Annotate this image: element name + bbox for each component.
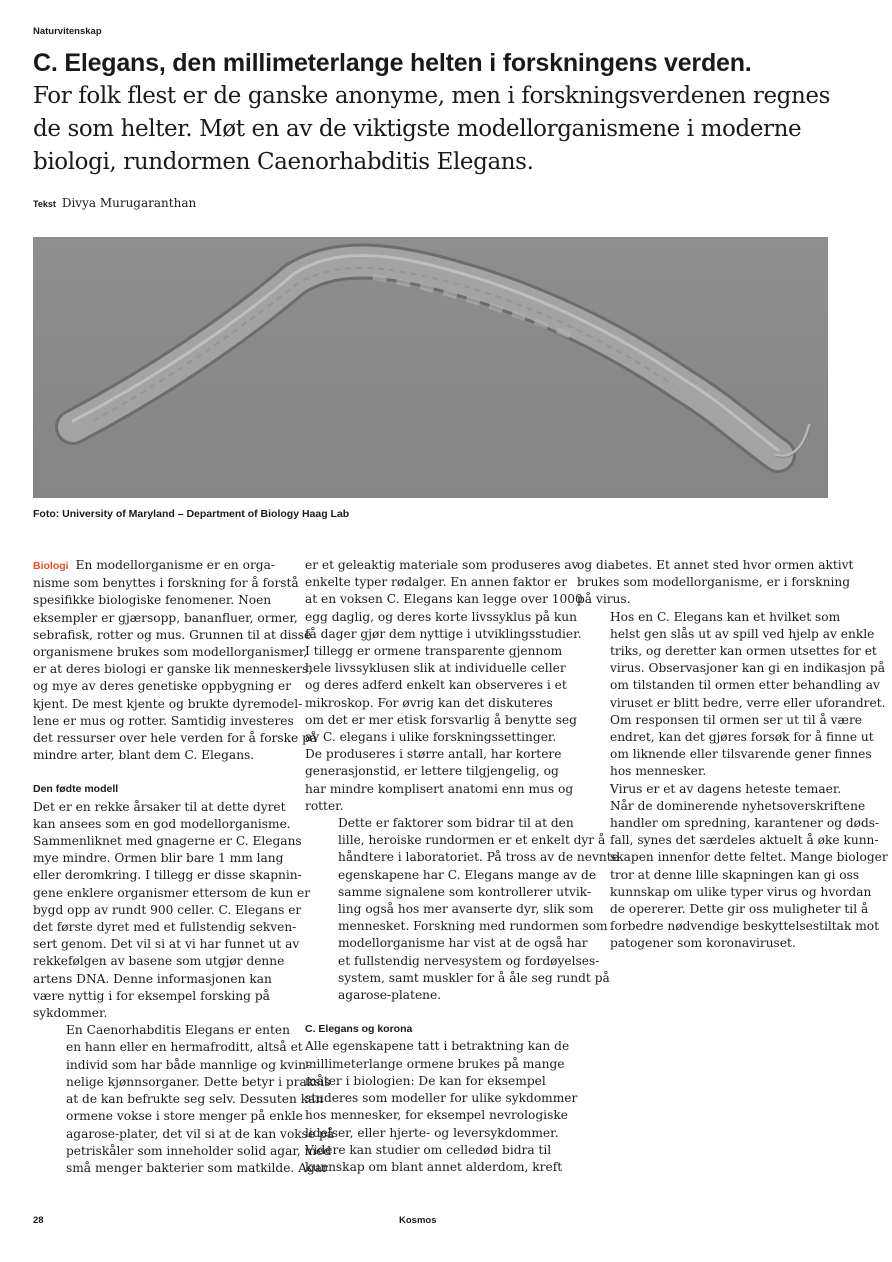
text-line: virus. Observasjoner kan gi en indikasjon på bbox=[610, 661, 885, 676]
text-line: et fullstendig nervesystem og fordøyelses- bbox=[338, 953, 600, 968]
paragraph bbox=[305, 1038, 578, 1176]
text-line: mye mindre. Ormen blir bare 1 mm lang bbox=[33, 851, 284, 866]
deck: For folk flest er de ganske anonyme, men i forskningsverdenen regnes de som helter. Møt en av de viktigste modellorganismene i moderne biologi, rundormen Caenorhabditis Elegans. bbox=[33, 83, 831, 175]
paragraph bbox=[577, 557, 854, 609]
worm-photo bbox=[33, 237, 828, 498]
page-number: 28 bbox=[33, 1215, 44, 1226]
text-line: handler om spredning, karantener og døds- bbox=[610, 816, 880, 831]
text-line: I tillegg er ormene transparente gjennom bbox=[305, 644, 563, 659]
text-line: helst gen slås ut av spill ved hjelp av enkle bbox=[610, 626, 875, 641]
text-line: Dette er faktorer som bidrar til at den bbox=[338, 816, 574, 831]
text-line: Om responsen til ormen ser ut til å være bbox=[610, 712, 862, 727]
text-line: ling også hos mer avanserte dyr, slik som bbox=[338, 902, 594, 917]
text-line: nisme som benyttes i forskning for å forstå bbox=[33, 576, 299, 591]
text-line: millimeterlange ormene brukes på mange bbox=[305, 1056, 565, 1071]
text-line: på virus. bbox=[577, 592, 631, 607]
text-line: være nyttig i for eksempel forsking på bbox=[33, 988, 270, 1003]
text-line: petriskåler som inneholder solid agar, med bbox=[66, 1143, 332, 1158]
section-label: Naturvitenskap bbox=[33, 26, 102, 37]
text-line: enkelte typer rødalger. En annen faktor er bbox=[305, 575, 568, 590]
text-line: Hos en C. Elegans kan et hvilket som bbox=[610, 609, 841, 624]
text-line: Alle egenskapene tatt i betraktning kan de bbox=[305, 1039, 570, 1054]
text-line: mindre arter, blant dem C. Elegans. bbox=[33, 748, 255, 763]
text-line: Videre kan studier om celledød bidra til bbox=[305, 1142, 552, 1157]
byline-label: Tekst bbox=[33, 199, 56, 209]
text-line: Det er en rekke årsaker til at dette dyret bbox=[33, 799, 286, 814]
text-line: lidelser, eller hjerte- og leversykdommer. bbox=[305, 1125, 559, 1140]
text-line: hele livssyklusen slik at individuelle celler bbox=[305, 661, 566, 676]
text-line: små menger bakterier som matkilde. Agar bbox=[66, 1160, 328, 1175]
text-line: samme signalene som kontrollerer utvik- bbox=[338, 884, 592, 899]
magazine-name: Kosmos bbox=[399, 1215, 437, 1226]
text-line: studeres som modeller for ulike sykdommer bbox=[305, 1091, 578, 1106]
text-line: hos mennesker. bbox=[610, 764, 707, 779]
text-line: er et geleaktig materiale som produseres av bbox=[305, 558, 579, 572]
text-line: agarose-plater, det vil si at de kan vokse på bbox=[66, 1126, 335, 1141]
text-line: at de kan befrukte seg selv. Dessuten kan bbox=[66, 1092, 324, 1107]
text-line: håndtere i laboratoriet. På tross av de nevnte bbox=[338, 850, 619, 865]
text-line: sebrafisk, rotter og mus. Grunnen til at disse bbox=[33, 627, 312, 642]
text-line: Biologi En modellorganisme er en orga- bbox=[33, 558, 275, 572]
intro-paragraph bbox=[33, 557, 318, 764]
text-line: agarose-platene. bbox=[338, 988, 442, 1003]
text-line: individ som har både mannlige og kvin- bbox=[66, 1057, 311, 1072]
text-line: er at deres biologi er ganske lik menneskers, bbox=[33, 662, 313, 677]
paragraph bbox=[577, 781, 888, 953]
paragraph bbox=[33, 1022, 335, 1177]
text-line: rotter. bbox=[305, 798, 344, 813]
text-line: organismene brukes som modellorganismer, bbox=[33, 645, 308, 660]
text-line: Når de dominerende nyhetsoverskriftene bbox=[610, 798, 866, 813]
text-line: egg daglig, og deres korte livssyklus på kun bbox=[305, 609, 577, 624]
text-line: om liknende eller tilsvarende gener finnes bbox=[610, 747, 872, 762]
article-column-1 bbox=[33, 557, 335, 1177]
text-line: kunnskap om ulike typer virus og hvordan bbox=[610, 884, 872, 899]
article-column-3 bbox=[577, 557, 888, 953]
text-line: spesifikke biologiske fenomener. Noen bbox=[33, 593, 272, 608]
text-line: lille, heroiske rundormen er et enkelt dyr å bbox=[338, 833, 606, 848]
paragraph bbox=[33, 799, 311, 1023]
text-line: kan ansees som en god modellorganisme. bbox=[33, 816, 291, 831]
text-line: De produseres i større antall, har kortere bbox=[305, 747, 562, 762]
text-line: patogener som koronaviruset. bbox=[610, 936, 796, 951]
text-line: modellorganisme har vist at de også har bbox=[338, 936, 588, 951]
subheading-c-elegans-og-korona: C. Elegans og korona bbox=[305, 1023, 413, 1036]
text-line: få dager gjør dem nyttige i utviklingsstudier. bbox=[305, 626, 582, 641]
text-line: endret, kan det gjøres forsøk for å finne ut bbox=[610, 730, 874, 745]
text-line: hos mennesker, for eksempel nevrologiske bbox=[305, 1108, 568, 1123]
text-line: viruset er blitt bedre, verre eller uforandret. bbox=[610, 695, 886, 710]
text-line: Sammenliknet med gnagerne er C. Elegans bbox=[33, 834, 302, 849]
text-line: Virus er et av dagens heteste temaer. bbox=[610, 781, 842, 796]
text-line: og deres adferd enkelt kan observeres i et bbox=[305, 678, 567, 693]
photo-caption: Foto: University of Maryland – Department of Biology Haag Lab bbox=[33, 508, 350, 520]
text-line: og mye av deres genetiske oppbygning er bbox=[33, 679, 292, 694]
byline bbox=[33, 196, 196, 210]
text-line: mennesket. Forskning med rundormen som bbox=[338, 919, 608, 934]
text-line: bygd opp av rundt 900 celler. C. Elegans er bbox=[33, 902, 302, 917]
text-line: nelige kjønnsorganer. Dette betyr i praksis bbox=[66, 1074, 331, 1089]
text-line: de opererer. Dette gir oss muligheter til å bbox=[610, 902, 869, 917]
text-line: fall, synes det særdeles aktuelt å øke kunn- bbox=[610, 833, 879, 848]
text-line: måter i biologien: De kan for eksempel bbox=[305, 1073, 546, 1088]
text-line: kunnskap om blant annet alderdom, kreft bbox=[305, 1159, 563, 1174]
text-line: gene enklere organismer ettersom de kun er bbox=[33, 885, 311, 900]
text-line: mikroskop. For øvrig kan det diskuteres bbox=[305, 695, 553, 710]
text-line: ormene vokse i store menger på enkle bbox=[66, 1109, 303, 1124]
text-line: skapen innenfor dette feltet. Mange biologer bbox=[610, 850, 888, 865]
text-line: forbedre nødvendige beskyttelsestiltak mot bbox=[610, 919, 879, 934]
text-line: generasjonstid, er lettere tilgjengelig, og bbox=[305, 764, 559, 779]
text-line: eksempler er gjærsopp, bananfluer, ormer, bbox=[33, 610, 298, 625]
text-line: eller deromkring. I tillegg er disse skapnin- bbox=[33, 868, 302, 883]
text-line: kjent. De mest kjente og brukte dyremodel- bbox=[33, 696, 303, 711]
text-line: rekkefølgen av basene som utgjør denne bbox=[33, 954, 285, 969]
text-line: tror at denne lille skapningen kan gi oss bbox=[610, 867, 860, 882]
text-line: brukes som modellorganisme, er i forskning bbox=[577, 575, 851, 590]
text-line: at en voksen C. Elegans kan legge over 1000 bbox=[305, 592, 583, 607]
text-line: det første dyret med et fullstendig sekven- bbox=[33, 920, 297, 935]
text-line: om det er mer etisk forsvarlig å benytte seg bbox=[305, 712, 577, 727]
text-line: lene er mus og rotter. Samtidig investeres bbox=[33, 713, 294, 728]
paragraph bbox=[305, 815, 619, 1004]
text-line: det ressurser over hele verden for å forske på bbox=[33, 731, 318, 746]
text-line: har mindre komplisert anatomi enn mus og bbox=[305, 781, 574, 796]
paragraph bbox=[305, 557, 583, 815]
text-line: sert genom. Det vil si at vi har funnet ut av bbox=[33, 937, 300, 952]
text-line: triks, og deretter kan ormen utsettes for et bbox=[610, 644, 877, 659]
section-kicker: Biologi bbox=[33, 560, 69, 572]
text-line: om tilstanden til ormen etter behandling av bbox=[610, 678, 880, 693]
text-line: system, samt muskler for å åle seg rundt på bbox=[338, 970, 610, 985]
text-line: av C. elegans i ulike forskningssettinger. bbox=[305, 730, 557, 745]
text-line: En Caenorhabditis Elegans er enten bbox=[66, 1023, 290, 1038]
text-line: egenskapene har C. Elegans mange av de bbox=[338, 867, 597, 882]
subheading-den-fodte-modell: Den fødte modell bbox=[33, 783, 119, 796]
headline: C. Elegans, den millimeterlange helten i forskningens verden. bbox=[33, 49, 752, 77]
text-line: artens DNA. Denne informasjonen kan bbox=[33, 971, 272, 986]
paragraph bbox=[577, 609, 886, 781]
text-line: sykdommer. bbox=[33, 1006, 108, 1021]
text-line: en hann eller en hermafroditt, altså et bbox=[66, 1040, 303, 1055]
text-line: og diabetes. Et annet sted hvor ormen aktivt bbox=[577, 558, 854, 572]
byline-author: Divya Murugaranthan bbox=[61, 196, 197, 210]
